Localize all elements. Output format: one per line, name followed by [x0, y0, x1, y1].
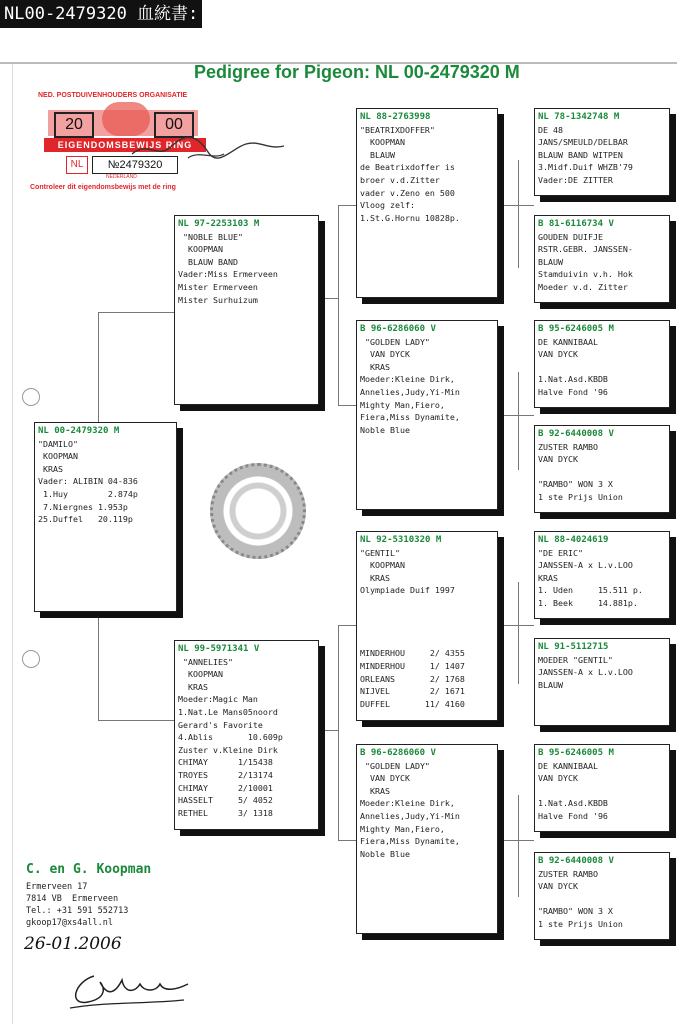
connector-line [498, 205, 534, 206]
detail-line: Vader: ALIBIN 04-836 [38, 476, 138, 487]
connector-line [98, 720, 174, 721]
detail-line: de Beatrixdoffer is [360, 162, 455, 173]
connector-line [338, 625, 356, 626]
pigeon-details [538, 231, 666, 294]
detail-line: Ermerveen 17 [26, 882, 88, 892]
pigeon-details [178, 656, 315, 820]
detail-line: ZUSTER RAMBO [538, 441, 598, 452]
detail-line: KOOPMAN [178, 244, 223, 255]
detail-line: VAN DYCK [538, 349, 578, 360]
pigeon-details [38, 438, 173, 526]
pedigree-box-dam-dam [356, 744, 498, 934]
stamp-year-right: 00 [154, 112, 194, 138]
detail-line: 1.Nat.Le Mans05noord [178, 706, 278, 717]
detail-line: JANS/SMEULD/DELBAR [538, 137, 628, 148]
detail-line: broer v.d.Zitter [360, 174, 440, 185]
ring-number: NL 88-4024619 [538, 535, 609, 545]
detail-line: JANSSEN-A x L.v.LOO [538, 667, 633, 678]
stamp-land: NEDERLAND [106, 174, 137, 180]
detail-line: KRAS [360, 785, 390, 796]
detail-line: KRAS [178, 681, 208, 692]
detail-line: "GOLDEN LADY" [360, 760, 430, 771]
detail-line: CHIMAY 1/15438 [178, 757, 273, 768]
detail-line: KRAS [538, 572, 558, 583]
pedigree-box-sire-sire [356, 108, 498, 298]
detail-line: "RAMBO" WON 3 X [538, 906, 613, 917]
detail-line: Mister Surhuizum [178, 294, 258, 305]
detail-line: Noble Blue [360, 424, 410, 435]
detail-line: KRAS [360, 572, 390, 583]
connector-line [318, 730, 338, 731]
owner-signature-icon [128, 130, 288, 166]
detail-line [538, 785, 666, 798]
detail-line: Noble Blue [360, 848, 410, 859]
document-tag: NL00-2479320 血統書: [0, 0, 202, 28]
detail-line [360, 622, 494, 635]
stamp-ring-number: №2479320 [92, 156, 178, 174]
detail-line: ZUSTER RAMBO [538, 868, 598, 879]
detail-line: DE KANNIBAAL [538, 336, 598, 347]
pedigree-box-dam-sire [356, 531, 498, 721]
detail-line: NIJVEL 2/ 1671 [360, 686, 465, 697]
pedigree-box-dsd [534, 638, 670, 726]
detail-line: Moeder:Kleine Dirk, [360, 374, 455, 385]
stamp-band-title: EIGENDOMSBEWIJS RING [44, 138, 206, 152]
pedigree-box-sire [174, 215, 319, 405]
detail-line: 1. Uden 15.511 p. [538, 585, 643, 596]
pedigree-box-ssd [534, 215, 670, 303]
detail-line: Gerard's Favorite [178, 719, 263, 730]
ring-number: NL 00-2479320 M [38, 426, 120, 436]
detail-line: Vloog zelf: [360, 200, 415, 211]
detail-line: "GENTIL" [360, 547, 400, 558]
detail-line: VAN DYCK [538, 454, 578, 465]
detail-line: Mighty Man,Fiero, [360, 823, 445, 834]
connector-line [518, 795, 519, 897]
detail-line: "RAMBO" WON 3 X [538, 479, 613, 490]
connector-line [518, 582, 519, 684]
detail-line: KOOPMAN [38, 451, 78, 462]
connector-line [98, 312, 99, 422]
stamp-control-note: Controleer dit eigendomsbewijs met de ring [30, 184, 176, 191]
detail-line: DUFFEL 11/ 4160 [360, 698, 465, 709]
detail-line: VAN DYCK [360, 773, 410, 784]
breeder-address [26, 881, 151, 929]
ring-number: B 96-6286060 V [360, 324, 436, 334]
detail-line [360, 610, 494, 623]
detail-line [538, 466, 666, 479]
connector-line [338, 405, 356, 406]
pigeon-details [538, 868, 666, 931]
detail-line: Vader:Miss Ermerveen [178, 269, 278, 280]
detail-line: BLAUW [360, 149, 395, 160]
detail-line: 7814 VB Ermerveen [26, 894, 119, 904]
detail-line: 25.Duffel 20.119p [38, 514, 133, 525]
connector-line [338, 625, 339, 840]
pigeon-details [538, 441, 666, 504]
ring-number: NL 99-5971341 V [178, 644, 260, 654]
detail-line: "DAMILO" [38, 438, 78, 449]
connector-line [498, 415, 534, 416]
detail-line [538, 893, 666, 906]
punch-hole-icon [22, 650, 40, 668]
ring-number: NL 78-1342748 M [538, 112, 620, 122]
detail-line: Zuster v.Kleine Dirk [178, 744, 278, 755]
pedigree-box-dss [534, 531, 670, 619]
connector-line [338, 205, 339, 405]
connector-line [338, 205, 356, 206]
detail-line: Fiera,Miss Dynamite, [360, 412, 460, 423]
ring-number: NL 88-2763998 [360, 112, 431, 122]
detail-line: VAN DYCK [538, 881, 578, 892]
detail-line: ORLEANS 2/ 1768 [360, 673, 465, 684]
connector-line [98, 312, 174, 313]
pedigree-box-dam [174, 640, 319, 830]
stamp-organisation: NED. POSTDUIVENHOUDERS ORGANISATIE [38, 92, 188, 99]
detail-line: BLAUW BAND [178, 256, 238, 267]
detail-line: 1 ste Prijs Union [538, 491, 623, 502]
pigeon-details [538, 654, 666, 692]
pigeon-details [538, 336, 666, 399]
pedigree-box-sss [534, 108, 670, 196]
detail-line: 1.Huy 2.874p [38, 488, 138, 499]
detail-line: BLAUW [538, 679, 563, 690]
detail-line: GOUDEN DUIFJE [538, 231, 603, 242]
detail-line: Stamduivin v.h. Hok [538, 269, 633, 280]
detail-line: RSTR.GEBR. JANSSEN- [538, 244, 633, 255]
detail-line: gkoop17@xs4all.nl [26, 918, 113, 928]
connector-line [338, 840, 356, 841]
stamp-country: NL [66, 156, 88, 174]
detail-line: Tel.: +31 591 552713 [26, 906, 129, 916]
pedigree-box-sds [534, 320, 670, 408]
detail-line: DE 48 [538, 124, 563, 135]
detail-line [538, 361, 666, 374]
detail-line: MOEDER "GENTIL" [538, 654, 613, 665]
ring-number: B 96-6286060 V [360, 748, 436, 758]
detail-line: DE KANNIBAAL [538, 760, 598, 771]
detail-line: KRAS [38, 463, 63, 474]
detail-line: Mighty Man,Fiero, [360, 399, 445, 410]
detail-line: 1.Nat.Asd.KBDB [538, 374, 608, 385]
detail-line: Annelies,Judy,Yi-Min [360, 386, 460, 397]
detail-line: JANSSEN-A x L.v.LOO [538, 560, 633, 571]
ring-number: B 92-6440008 V [538, 856, 614, 866]
detail-line: KOOPMAN [360, 560, 405, 571]
stamp-year-left: 20 [54, 112, 94, 138]
detail-line: MINDERHOU 2/ 4355 [360, 648, 465, 659]
top-bar [0, 0, 677, 64]
signature-date: 26-01.2006 [24, 934, 122, 954]
detail-line: Annelies,Judy,Yi-Min [360, 810, 460, 821]
detail-line: KOOPMAN [178, 669, 223, 680]
connector-line [318, 298, 338, 299]
connector-line [498, 840, 534, 841]
detail-line [360, 635, 494, 648]
ring-number: B 81-6116734 V [538, 219, 614, 229]
ring-number: NL 97-2253103 M [178, 219, 260, 229]
detail-line: BLAUW BAND WITPEN [538, 149, 623, 160]
ring-number: B 92-6440008 V [538, 429, 614, 439]
detail-line: CHIMAY 2/10001 [178, 782, 273, 793]
pedigree-box-main [34, 422, 177, 612]
connector-line [518, 372, 519, 470]
detail-line: Fiera,Miss Dynamite, [360, 836, 460, 847]
pigeon-details [360, 336, 494, 437]
ring-number: NL 92-5310320 M [360, 535, 442, 545]
pedigree-box-dds [534, 744, 670, 832]
pigeon-details [178, 231, 315, 307]
punch-hole-icon [22, 388, 40, 406]
pedigree-box-sdd [534, 425, 670, 513]
official-seal-icon [210, 463, 306, 559]
detail-line: 1.Nat.Asd.KBDB [538, 798, 608, 809]
detail-line: "DE ERIC" [538, 547, 583, 558]
page-title: Pedigree for Pigeon: NL 00-2479320 M [194, 62, 520, 82]
detail-line: VAN DYCK [538, 773, 578, 784]
breeder-info [26, 862, 151, 929]
ring-number: B 95-6246005 M [538, 748, 614, 758]
breeder-signature-icon [64, 962, 194, 1012]
detail-line: TROYES 2/13174 [178, 769, 273, 780]
pedigree-box-ddd [534, 852, 670, 940]
detail-line: "BEATRIXDOFFER" [360, 124, 435, 135]
detail-line: Moeder:Kleine Dirk, [360, 798, 455, 809]
connector-line [518, 160, 519, 268]
detail-line: "ANNELIES" [178, 656, 233, 667]
detail-line [360, 597, 494, 610]
detail-line: HASSELT 5/ 4052 [178, 795, 273, 806]
detail-line: BLAUW [538, 256, 563, 267]
sheet-left-edge [12, 64, 13, 1024]
connector-line [98, 612, 99, 720]
detail-line: 1. Beek 14.881p. [538, 597, 638, 608]
detail-line: KRAS [360, 361, 390, 372]
detail-line: 7.Niergnes 1.953p [38, 501, 128, 512]
ring-number: NL 91-5112715 [538, 642, 609, 652]
detail-line: Halve Fond '96 [538, 810, 608, 821]
detail-line: 1 ste Prijs Union [538, 918, 623, 929]
detail-line: VAN DYCK [360, 349, 410, 360]
detail-line: 4.Ablis 10.609p [178, 732, 283, 743]
connector-line [498, 625, 534, 626]
detail-line: Halve Fond '96 [538, 386, 608, 397]
pigeon-details [360, 547, 494, 711]
pigeon-details [538, 760, 666, 823]
detail-line: Mister Ermerveen [178, 281, 258, 292]
detail-line: "GOLDEN LADY" [360, 336, 430, 347]
detail-line: RETHEL 3/ 1318 [178, 807, 273, 818]
detail-line: "NOBLE BLUE" [178, 231, 243, 242]
pigeon-details [360, 760, 494, 861]
pigeon-details [360, 124, 494, 225]
detail-line: vader v.Zeno en 500 [360, 187, 455, 198]
detail-line: Moeder v.d. Zitter [538, 281, 628, 292]
pigeon-details [538, 124, 666, 187]
detail-line: Olympiade Duif 1997 [360, 585, 455, 596]
detail-line: KOOPMAN [360, 137, 405, 148]
pigeon-details [538, 547, 666, 610]
detail-line: 3.Midf.Duif WHZB'79 [538, 162, 633, 173]
detail-line: 1.St.G.Hornu 10828p. [360, 212, 460, 223]
detail-line: MINDERHOU 1/ 1407 [360, 660, 465, 671]
detail-line: Vader:DE ZITTER [538, 174, 613, 185]
ring-number: B 95-6246005 M [538, 324, 614, 334]
pedigree-box-sire-dam [356, 320, 498, 510]
detail-line: Moeder:Magic Man [178, 694, 258, 705]
breeder-name: C. en G. Koopman [26, 862, 152, 877]
